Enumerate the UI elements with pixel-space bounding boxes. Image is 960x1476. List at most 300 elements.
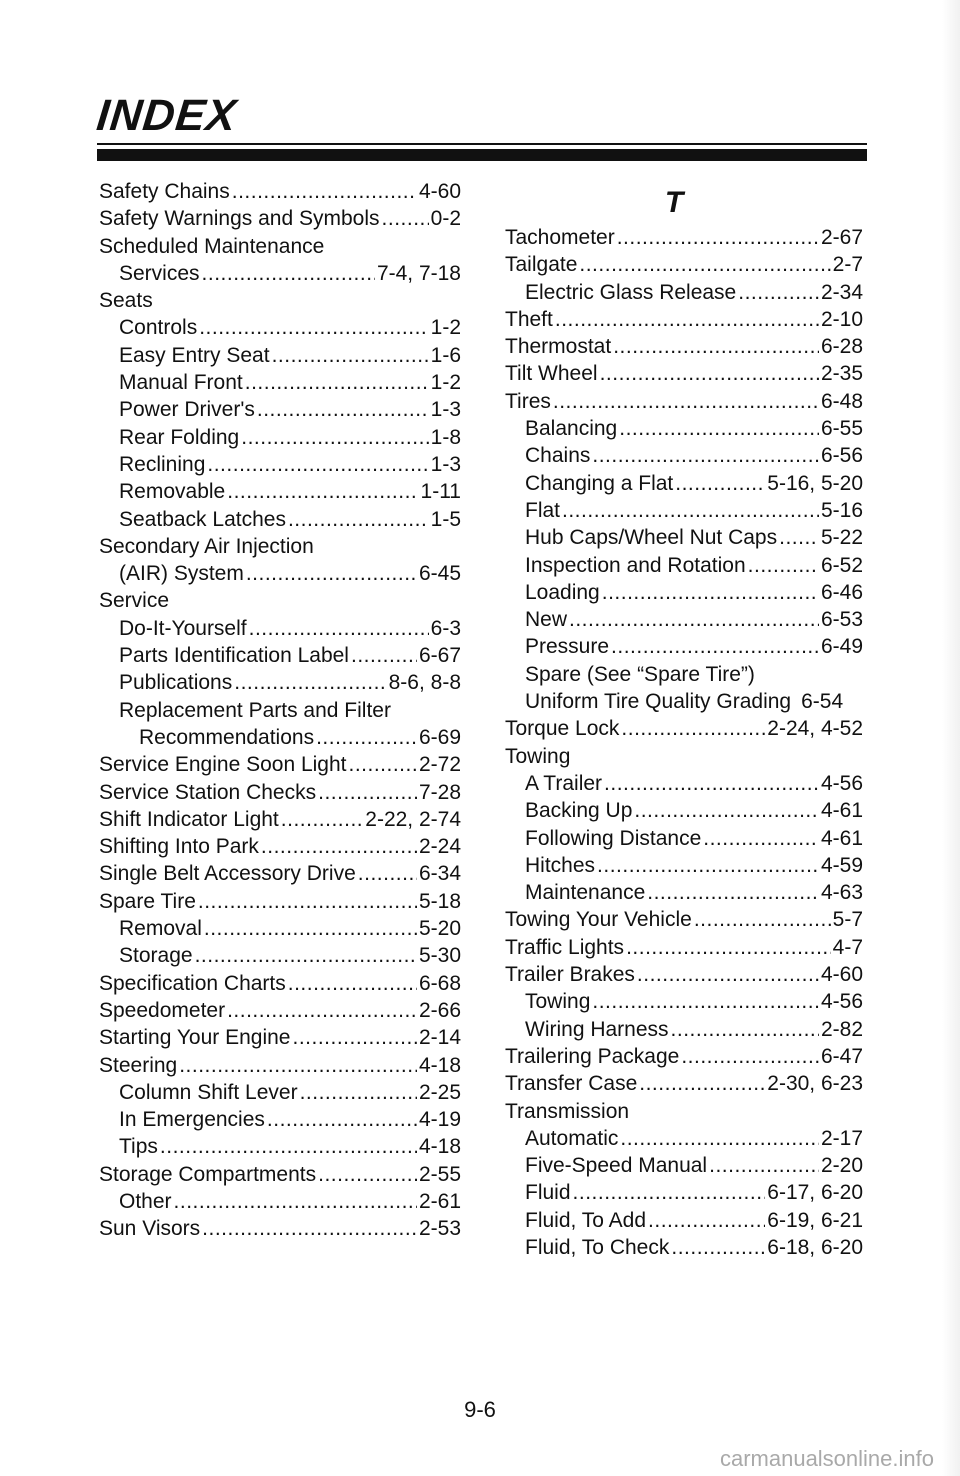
index-entry <box>505 1234 863 1261</box>
dot-leader <box>288 506 429 533</box>
index-page-ref: 6-17, 6-20 <box>767 1181 863 1205</box>
dot-leader <box>249 615 429 642</box>
index-term: A Trailer <box>525 771 603 795</box>
dot-leader <box>318 1161 417 1188</box>
index-page-ref: 4-63 <box>820 881 863 905</box>
index-page-ref: 5-7 <box>832 908 863 932</box>
index-entry <box>505 879 863 906</box>
index-term: Services <box>119 261 200 285</box>
dot-leader <box>647 879 819 906</box>
index-page-ref: 2-14 <box>418 1026 461 1050</box>
index-term: Tilt Wheel <box>505 362 598 386</box>
index-term: Seatback Latches <box>119 507 286 531</box>
index-term: Transfer Case <box>505 1072 638 1096</box>
index-entry <box>505 470 863 497</box>
index-page-ref: 5-20 <box>418 917 461 941</box>
index-page-ref: 1-3 <box>430 452 461 476</box>
index-term: Recommendations <box>139 725 315 749</box>
dot-leader <box>617 224 819 251</box>
index-term: Controls <box>119 316 198 340</box>
dot-leader <box>227 478 418 505</box>
index-term: (AIR) System <box>119 562 244 586</box>
watermark: carmanualsonline.info <box>719 1446 934 1471</box>
index-term: In Emergencies <box>119 1108 265 1132</box>
index-page-ref: 2-67 <box>820 226 863 249</box>
dot-leader <box>267 1106 417 1133</box>
index-entry <box>505 1125 863 1152</box>
index-term: Safety Chains <box>99 180 230 203</box>
index-entry <box>505 606 863 633</box>
dot-leader <box>671 1234 765 1261</box>
index-entry <box>99 369 461 396</box>
index-term: Flat <box>525 498 561 522</box>
index-entry <box>99 287 461 314</box>
dot-leader <box>675 470 765 497</box>
index-term: Fluid <box>525 1181 571 1205</box>
index-entry <box>99 1079 461 1106</box>
index-entry <box>99 587 461 614</box>
dot-leader <box>245 369 429 396</box>
index-page-ref: 5-18 <box>418 889 461 913</box>
dot-leader <box>288 970 417 997</box>
dot-leader <box>179 1052 417 1079</box>
index-entry <box>505 988 863 1015</box>
index-entry <box>99 751 461 778</box>
index-term: Starting Your Engine <box>99 1026 291 1050</box>
index-term: Backing Up <box>525 799 633 823</box>
index-page-ref: 4-60 <box>820 963 863 987</box>
index-page-ref: 7-28 <box>418 780 461 804</box>
dot-leader <box>281 806 363 833</box>
index-term: Manual Front <box>119 371 243 395</box>
index-term: Torque Lock <box>505 717 620 741</box>
dot-leader <box>779 524 819 551</box>
index-term: Storage <box>119 944 193 968</box>
dot-leader <box>573 1179 766 1206</box>
index-page-ref: 1-5 <box>430 507 461 531</box>
index-entry <box>505 1016 863 1043</box>
index-term: Service Station Checks <box>99 780 317 804</box>
dot-leader <box>351 642 417 669</box>
index-page-ref: 2-10 <box>820 307 863 331</box>
index-entry <box>99 205 461 232</box>
dot-leader <box>611 633 819 660</box>
index-page-ref: 2-24, 4-52 <box>767 717 863 741</box>
index-entry <box>505 251 863 278</box>
index-entry <box>505 333 863 360</box>
index-entry <box>505 579 863 606</box>
index-page-ref: 5-22 <box>820 526 863 550</box>
index-term: Trailer Brakes <box>505 963 635 987</box>
index-term: Power Driver's <box>119 398 255 422</box>
index-page-ref: 2-66 <box>418 998 461 1022</box>
header-rule-thick <box>97 149 867 161</box>
index-entries-right <box>505 224 863 1261</box>
index-page-ref: 1-2 <box>430 371 461 395</box>
index-page-ref: 7-4, 7-18 <box>376 261 461 285</box>
index-entry <box>99 970 461 997</box>
dot-leader <box>160 1133 417 1160</box>
index-entry <box>505 306 863 333</box>
index-page-ref: 6-48 <box>820 389 863 413</box>
page-edge-shadow <box>942 0 960 1476</box>
index-page-ref: 6-54 <box>801 690 844 714</box>
dot-leader <box>202 1215 417 1242</box>
index-page-ref: 2-24 <box>418 835 461 859</box>
dot-leader <box>597 852 819 879</box>
index-term: Removable <box>119 480 226 504</box>
index-entry <box>99 942 461 969</box>
index-page-ref: 6-34 <box>418 862 461 886</box>
index-page-ref: 2-55 <box>418 1162 461 1186</box>
index-page-ref: 2-7 <box>832 253 863 277</box>
index-entry <box>505 852 863 879</box>
index-term: Fluid, To Check <box>525 1235 670 1259</box>
index-entry <box>99 1161 461 1188</box>
index-term: Transmission <box>505 1099 630 1123</box>
index-term: Fluid, To Add <box>525 1208 647 1232</box>
index-term: Automatic <box>525 1126 619 1150</box>
index-entry <box>99 888 461 915</box>
index-page-ref: 1-11 <box>420 480 461 504</box>
index-entry <box>505 906 863 933</box>
index-page-ref: 5-16, 5-20 <box>767 471 863 495</box>
index-entry <box>99 1188 461 1215</box>
dot-leader <box>198 888 417 915</box>
index-entry <box>99 642 461 669</box>
index-term: Specification Charts <box>99 971 286 995</box>
index-term: Seats <box>99 289 153 313</box>
index-entry <box>99 697 461 724</box>
index-page-ref: 6-3 <box>430 616 461 640</box>
index-column-right <box>505 178 863 1261</box>
dot-leader <box>204 915 417 942</box>
index-entry <box>99 451 461 478</box>
index-entry <box>505 497 863 524</box>
index-page-ref: 4-60 <box>418 180 461 203</box>
index-page-ref: 6-45 <box>418 562 461 586</box>
index-page-ref: 6-46 <box>820 580 863 604</box>
dot-leader <box>261 833 417 860</box>
index-entry <box>99 915 461 942</box>
dot-leader <box>592 442 819 469</box>
dot-leader <box>738 279 819 306</box>
dot-leader <box>195 942 417 969</box>
index-term: Shifting Into Park <box>99 835 259 859</box>
index-entry <box>505 415 863 442</box>
index-term: Balancing <box>525 417 618 441</box>
dot-leader <box>257 396 429 423</box>
dot-leader <box>241 424 428 451</box>
dot-leader <box>555 306 819 333</box>
dot-leader <box>316 724 417 751</box>
index-term: Service Engine Soon Light <box>99 753 347 777</box>
index-page-ref: 6-47 <box>820 1044 863 1068</box>
index-entry <box>99 724 461 751</box>
index-entry <box>505 224 863 251</box>
index-term: Loading <box>525 580 600 604</box>
dot-leader <box>681 1043 819 1070</box>
dot-leader <box>671 1016 819 1043</box>
dot-leader <box>579 251 830 278</box>
dot-leader <box>349 751 417 778</box>
index-term: Speedometer <box>99 998 226 1022</box>
index-page-ref: 2-20 <box>820 1154 863 1178</box>
index-entry <box>505 770 863 797</box>
dot-leader <box>619 415 819 442</box>
index-page-ref: 4-61 <box>820 826 863 850</box>
dot-leader <box>207 451 428 478</box>
index-page-ref: 6-19, 6-21 <box>767 1208 863 1232</box>
dot-leader <box>292 1024 416 1051</box>
index-term: Spare (See “Spare Tire”) <box>525 662 755 686</box>
index-term: Five-Speed Manual <box>525 1154 708 1178</box>
index-term: Sun Visors <box>99 1217 201 1241</box>
index-term: Do-It-Yourself <box>119 616 247 640</box>
dot-leader <box>634 797 819 824</box>
index-entry <box>505 688 863 715</box>
page-number: 9-6 <box>464 1397 496 1422</box>
dot-leader <box>703 825 819 852</box>
index-term: Uniform Tire Quality Grading <box>525 690 792 714</box>
dot-leader <box>592 988 819 1015</box>
index-entry <box>99 615 461 642</box>
index-page-ref: 2-22, 2-74 <box>365 807 461 831</box>
index-column-left <box>99 178 461 1243</box>
index-entry <box>99 314 461 341</box>
index-term: Scheduled Maintenance <box>99 234 325 258</box>
index-entry <box>505 661 863 688</box>
index-entry <box>505 633 863 660</box>
index-term: Single Belt Accessory Drive <box>99 862 356 886</box>
dot-leader <box>639 1070 765 1097</box>
dot-leader <box>600 360 819 387</box>
index-entry <box>99 560 461 587</box>
index-term: Towing <box>505 744 571 768</box>
index-page-ref: 6-52 <box>820 553 863 577</box>
index-entry <box>99 260 461 287</box>
dot-leader <box>620 1125 819 1152</box>
index-entry <box>99 1024 461 1051</box>
index-page-ref: 4-59 <box>820 853 863 877</box>
index-page-ref: 2-53 <box>418 1217 461 1241</box>
index-entry <box>505 715 863 742</box>
index-term: Hitches <box>525 853 596 877</box>
index-entry <box>505 360 863 387</box>
index-page-ref: 6-68 <box>418 971 461 995</box>
index-term: Rear Folding <box>119 425 240 449</box>
index-term: Trailering Package <box>505 1044 680 1068</box>
index-page-ref: 6-56 <box>820 444 863 468</box>
index-term: Towing <box>525 990 591 1014</box>
dot-leader <box>694 906 831 933</box>
index-entry <box>99 533 461 560</box>
index-entry <box>505 1152 863 1179</box>
index-term: Service <box>99 589 170 613</box>
dot-leader <box>174 1188 417 1215</box>
dot-leader <box>234 669 386 696</box>
index-term: Other <box>119 1189 172 1213</box>
index-entry <box>505 961 863 988</box>
index-page-ref: 8-6, 8-8 <box>388 671 461 695</box>
dot-leader <box>626 934 831 961</box>
index-page-ref: 2-30, 6-23 <box>767 1072 863 1096</box>
index-term: Spare Tire <box>99 889 196 913</box>
dot-leader <box>227 997 417 1024</box>
index-term: Steering <box>99 1053 178 1077</box>
index-page-ref: 5-30 <box>418 944 461 968</box>
index-page-ref: 1-6 <box>430 343 461 367</box>
index-page-ref: 2-82 <box>820 1017 863 1041</box>
index-term: Theft <box>505 307 553 331</box>
index-entry <box>99 1052 461 1079</box>
index-page-ref: 2-25 <box>418 1080 461 1104</box>
index-page-ref: 2-61 <box>418 1189 461 1213</box>
index-entry <box>99 779 461 806</box>
index-entry <box>505 1207 863 1234</box>
index-term: Towing Your Vehicle <box>505 908 692 932</box>
index-page-ref: 5-16 <box>820 498 863 522</box>
index-entry <box>99 424 461 451</box>
index-term: Shift Indicator Light <box>99 807 279 831</box>
index-page-ref: 4-18 <box>418 1053 461 1077</box>
index-term: Parts Identification Label <box>119 644 349 668</box>
index-entry <box>99 478 461 505</box>
dot-leader <box>202 260 375 287</box>
dot-leader <box>604 770 819 797</box>
index-entry <box>505 825 863 852</box>
index-term: Hub Caps/Wheel Nut Caps <box>525 526 778 550</box>
index-page-ref: 4-56 <box>820 990 863 1014</box>
index-term: Chains <box>525 444 591 468</box>
index-term: Thermostat <box>505 335 612 359</box>
index-page-ref: 4-7 <box>832 935 863 959</box>
index-term: Electric Glass Release <box>525 280 737 304</box>
index-entry <box>99 669 461 696</box>
index-term: Column Shift Lever <box>119 1080 298 1104</box>
index-page-ref: 4-18 <box>418 1135 461 1159</box>
index-entry <box>505 934 863 961</box>
index-term: Changing a Flat <box>525 471 674 495</box>
section-letter: T <box>664 186 684 219</box>
index-term: New <box>525 608 568 632</box>
dot-leader <box>318 779 417 806</box>
dot-leader <box>709 1152 819 1179</box>
index-entry <box>99 1215 461 1242</box>
index-term: Maintenance <box>525 881 646 905</box>
index-page-ref: 4-61 <box>820 799 863 823</box>
index-entry <box>505 1098 863 1125</box>
dot-leader <box>602 579 819 606</box>
index-entry <box>505 524 863 551</box>
index-entry <box>505 388 863 415</box>
index-page-ref: 6-67 <box>418 644 461 668</box>
index-entry <box>505 1043 863 1070</box>
index-term: Tailgate <box>505 253 578 277</box>
dot-leader <box>232 178 417 205</box>
index-entry <box>505 442 863 469</box>
index-term: Publications <box>119 671 233 695</box>
index-entry <box>99 506 461 533</box>
index-entry <box>99 806 461 833</box>
index-term: Removal <box>119 917 202 941</box>
index-page-ref: 6-28 <box>820 335 863 359</box>
dot-leader <box>569 606 819 633</box>
index-page-ref: 6-55 <box>820 417 863 441</box>
dot-leader <box>637 961 819 988</box>
index-entry <box>99 396 461 423</box>
dot-leader <box>382 205 429 232</box>
index-term: Traffic Lights <box>505 935 625 959</box>
index-term: Easy Entry Seat <box>119 343 270 367</box>
index-page-ref: 6-69 <box>418 725 461 749</box>
index-term: Inspection and Rotation <box>525 553 746 577</box>
index-page-ref: 6-49 <box>820 635 863 659</box>
dot-leader <box>613 333 819 360</box>
index-entry <box>99 833 461 860</box>
index-entry <box>505 797 863 824</box>
index-page-ref: 2-17 <box>820 1126 863 1150</box>
index-term: Following Distance <box>525 826 702 850</box>
index-entry <box>99 860 461 887</box>
index-page-ref: 0-2 <box>430 207 461 231</box>
dot-leader <box>553 388 819 415</box>
index-entry <box>505 552 863 579</box>
index-page-ref: 4-19 <box>418 1108 461 1132</box>
index-entry <box>99 997 461 1024</box>
index-entry <box>99 233 461 260</box>
index-entry <box>99 342 461 369</box>
dot-leader <box>272 342 429 369</box>
index-entry <box>99 178 461 205</box>
index-entry <box>505 1070 863 1097</box>
index-page-ref: 1-2 <box>430 316 461 340</box>
index-term: Safety Warnings and Symbols <box>99 207 380 231</box>
index-page-ref: 1-8 <box>430 425 461 449</box>
index-entry <box>99 1106 461 1133</box>
index-term: Tires <box>505 389 551 413</box>
index-page-ref: 6-53 <box>820 608 863 632</box>
index-page-ref: 2-34 <box>820 280 863 304</box>
dot-leader <box>358 860 417 887</box>
index-term: Pressure <box>525 635 610 659</box>
index-entry <box>505 1179 863 1206</box>
index-page-ref: 6-18, 6-20 <box>767 1235 863 1259</box>
dot-leader <box>648 1207 765 1234</box>
index-term: Replacement Parts and Filter <box>119 698 391 722</box>
index-entry <box>505 743 863 770</box>
header-rule-thin <box>97 143 867 145</box>
index-page-ref: 4-56 <box>820 771 863 795</box>
dot-leader <box>246 560 417 587</box>
index-term: Reclining <box>119 452 206 476</box>
dot-leader <box>199 314 428 341</box>
index-term: Secondary Air Injection <box>99 534 314 558</box>
index-term: Wiring Harness <box>525 1017 669 1041</box>
page-title: INDEX <box>94 91 240 140</box>
index-entry <box>99 1133 461 1160</box>
index-term: Tips <box>119 1135 158 1159</box>
index-term: Tachometer <box>505 226 615 249</box>
index-page-ref: 2-35 <box>820 362 863 386</box>
index-page-ref: 2-72 <box>418 753 461 777</box>
dot-leader <box>748 552 819 579</box>
index-entry <box>505 279 863 306</box>
dot-leader <box>562 497 819 524</box>
index-page-ref: 1-3 <box>430 398 461 422</box>
index-term: Storage Compartments <box>99 1162 317 1186</box>
dot-leader <box>621 715 765 742</box>
